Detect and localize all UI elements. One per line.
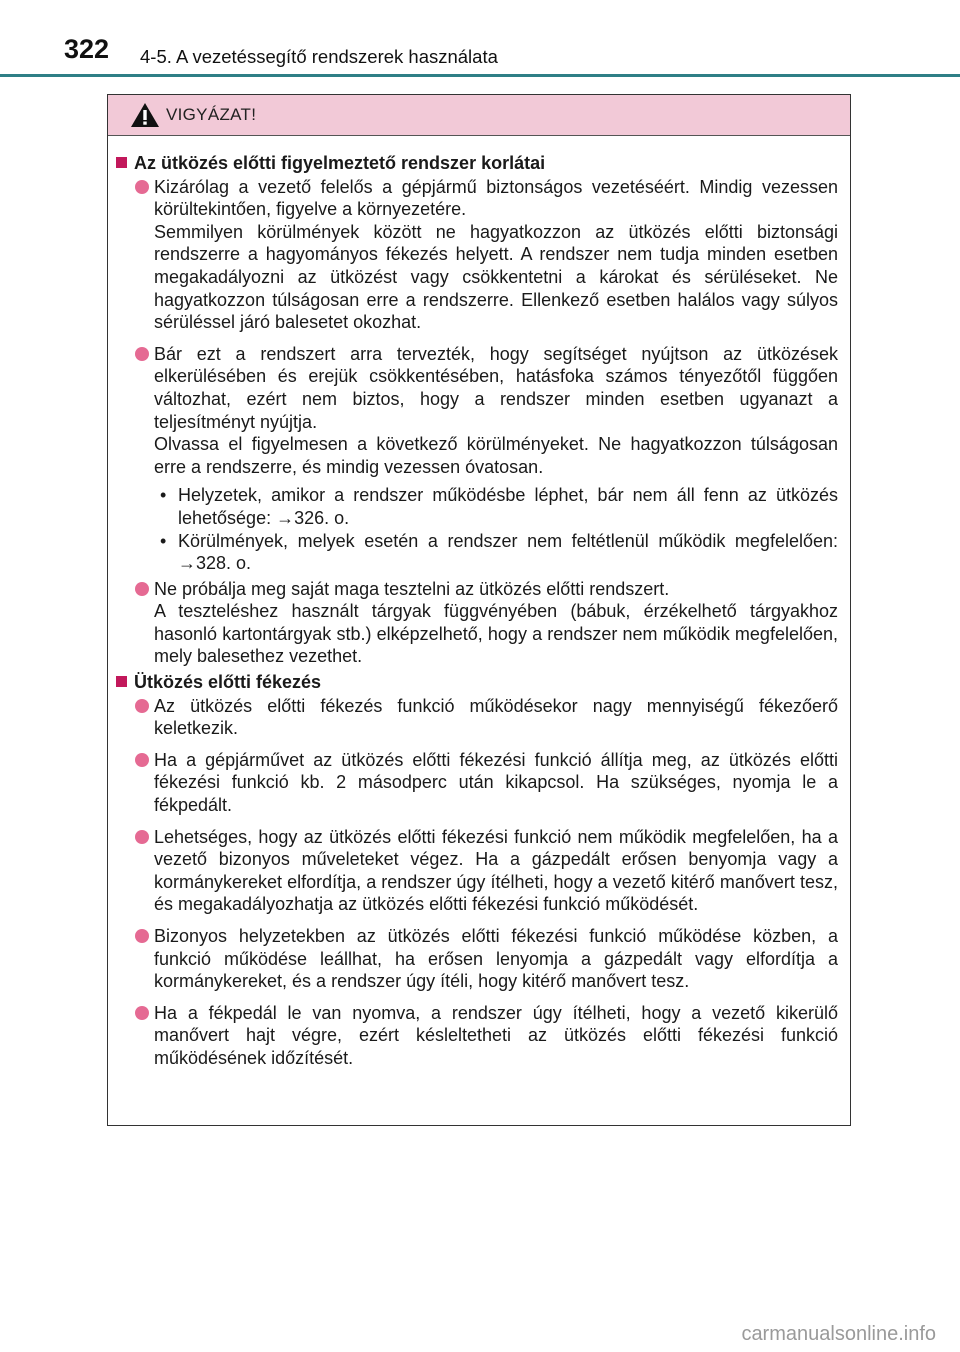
list-item [114, 695, 838, 740]
list-item [114, 578, 838, 668]
square-bullet-icon [116, 157, 127, 168]
circle-bullet-icon [135, 753, 149, 767]
circle-bullet-icon [135, 830, 149, 844]
circle-bullet-icon [135, 699, 149, 713]
section-heading-text: Ütközés előtti fékezés [134, 672, 322, 693]
paragraph: Ha a fékpedál le van nyomva, a rendszer úgy ítélheti, hogy a vezető kikerülő manővert hajt végre, ezért késleltetheti az ütközés előtti fékezési funkció működésének időzítését. [154, 1002, 838, 1068]
section-heading-text: Az ütközés előtti figyelmeztető rendszer korlátai [134, 153, 546, 173]
paragraph: A teszteléshez használt tárgyak függvényében (bábuk, érzékelhető tárgyakhoz hasonló kartontárgyak stb.) elképzelhető, hogy a rendszer nem működik megfelelően, mely balesethez vezethet. [154, 601, 838, 667]
header-rule [0, 74, 960, 77]
paragraph: Ha a gépjárművet az ütközés előtti fékezési funkció állítja meg, az ütközés előtti fékezési funkció kb. 2 másodperc után kikapcsol. Ha szükséges, nyomja le a fékpedált. [154, 749, 838, 816]
sub-list-item [154, 484, 838, 529]
paragraph: Ne próbálja meg saját maga tesztelni az ütközés előtti rendszert. [154, 578, 670, 599]
page-header [0, 0, 960, 80]
sub-item-text: Körülmények, melyek esetén a rendszer nem feltétlenül működik megfelelően: →328. o. [178, 530, 838, 574]
list-item [114, 1002, 838, 1070]
paragraph: Bár ezt a rendszert arra tervezték, hogy segítséget nyújtson az ütközések elkerülésében és erejük csökkentésében, hatásfoka számos tényezőtől függően változhat, ezért nem biztos, hogy a rendszer minden esetben ugyanazt a teljesítményt nyújtja. [154, 343, 838, 432]
caution-box [107, 94, 851, 1126]
list-item [114, 826, 838, 916]
paragraph: Semmilyen körülmények között ne hagyatkozzon az ütközés előtti biztonsági rendszerre a hagyományos fékezés helyett. A rendszer nem tudja minden esetben megakadályozni az ütközést vagy csökkentetni a károkat és sérüléseket. Ne hagyatkozzon túlságosan erre a rendszerre. Ellenkező esetben halálos vagy súlyos sérüléssel járó balesetet okozhat. [154, 221, 838, 333]
caution-header [108, 95, 850, 136]
section-heading [114, 152, 838, 175]
caution-body [108, 136, 850, 1070]
list-item [114, 176, 838, 334]
circle-bullet-icon [135, 1006, 149, 1020]
caution-title: VIGYÁZAT! [166, 105, 257, 124]
circle-bullet-icon [135, 180, 149, 194]
square-bullet-icon [116, 676, 127, 687]
list-item [114, 343, 838, 575]
paragraph: Bizonyos helyzetekben az ütközés előtti fékezési funkció működése közben, a funkció működése leállhat, ha erősen lenyomja a gázpedált vagy elfordítja a kormánykereket, és a rendszer úgy ítéli, hogy kitérő manővert tesz. [154, 926, 838, 992]
circle-bullet-icon [135, 929, 149, 943]
paragraph: Lehetséges, hogy az ütközés előtti fékezési funkció nem működik megfelelően, ha a vezető bizonyos műveleteket végez. Ha a gázpedált erősen benyomja vagy a kormánykereket elfordítja, a rendszer úgy ítélheti, hogy a vezető kitérő manővert tesz, és megakadályozhatja az ütközés előtti fékezési funkció működését. [154, 826, 838, 915]
list-item [114, 749, 838, 817]
chapter-title: 4-5. A vezetéssegítő rendszerek használata [140, 46, 498, 67]
small-bullet-icon: • [160, 530, 167, 551]
list-item [114, 925, 838, 993]
paragraph: Olvassa el figyelmesen a következő körülményeket. Ne hagyatkozzon túlságosan erre a rendszerre, és mindig vezessen óvatosan. [154, 434, 838, 477]
paragraph: Kizárólag a vezető felelős a gépjármű biztonságos vezetéséért. Mindig vezessen körültekintően, figyelve a környezetére. [154, 176, 838, 220]
circle-bullet-icon [135, 347, 149, 361]
watermark: carmanualsonline.info [741, 1323, 936, 1345]
section-heading [114, 671, 838, 694]
small-bullet-icon: • [160, 485, 167, 506]
circle-bullet-icon [135, 582, 149, 596]
warning-triangle-icon [130, 102, 160, 128]
page-number: 322 [64, 34, 110, 64]
sub-item-text: Helyzetek, amikor a rendszer működésbe léphet, bár nem áll fenn az ütközés lehetősége: →326. o. [178, 485, 838, 528]
sub-list-item [154, 530, 838, 575]
paragraph: Az ütközés előtti fékezés funkció működésekor nagy mennyiségű fékezőerő keletkezik. [154, 695, 838, 739]
